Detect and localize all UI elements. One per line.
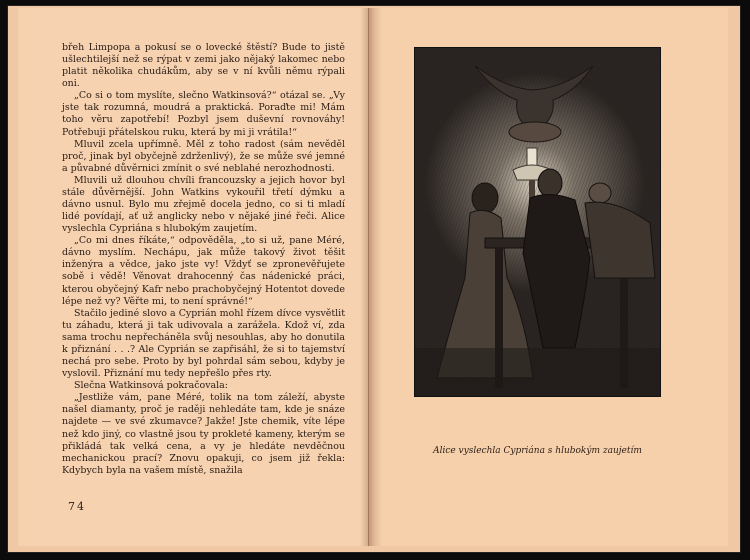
paragraph: „Jestliže vám, pane Méré, tolik na tom záleží, abyste našel diamanty, proč je raději nehledáte tam, kde je snáze najdete — ve své zkumavce? Jakže! Jste chemik, víte lépe než kdo jiný, co vlastně jsou ty prokleté kameny, kterým se přikládá tak velká cena, a vy je hledáte nevděčnou mechanickou prací? Znovu opakuji, co jsem již řekla: Kdybych byla na vašem místě, snažila [62,392,345,476]
paragraph: Stačilo jediné slovo a Cyprián mohl řízem dívce vysvětlit tu záhadu, která ji tak udivovala a zarážela. Kdož ví, zda sama trochu nepřecháněla svůj nesouhlas, aby ho donutila k přiznání . . .? Ale Cyprián se zapřisáhl, že si to tajemství nechá pro sebe. Proto by byl pohrdal sám sebou, kdyby je vyslovil. Přiznání mu tedy nepřešlo přes rty. [62,307,345,380]
paragraph: Slečna Watkinsová pokračovala: [74,380,228,392]
illustration-caption: Alice vyslechla Cypriána s hlubokým zaujetím [433,446,642,456]
paragraph: Mluvili už dlouhou chvíli francouzsky a jejich hovor byl stále důvěrnější. John Watkins vykouřil třetí dýmku a dávno usnul. Bylo mu zřejmě docela jedno, co si ti mladí lidé povídají, ať už anglicky nebo v nějaké jiné řeči. Alice vyslechla Cypriána s hlubokým zaujetím. [62,174,345,235]
left-page-text [62,42,345,477]
paragraph: „Co mi dnes říkáte,“ odpověděla, „to si už, pane Méré, dávno myslím. Nechápu, jak může takový život těšit inženýra a vědce, jako jste vy! Vždyť se zpronevěřujete sobě i vědě! Věnovat drahocenný čas nádenické práci, kterou obyčejný Kafr nebo prachobyčejný Hotentot dovede lépe než vy? Věřte mi, to není správné!“ [62,235,345,307]
paragraph: Mluvil zcela upřímně. Měl z toho radost (sám nevěděl proč, jinak byl obyčejně zdrženlivý), že se může své jemné a půvabné důvěrnici zmínit o své neblahé nerozhodnosti. [62,138,345,174]
engraving-illustration [414,47,661,397]
page-number: 74 [68,500,86,513]
illustration-image [415,48,660,396]
book-gutter [360,8,382,546]
paragraph: „Co si o tom myslíte, slečno Watkinsová?“ otázal se. „Vy jste tak rozumná, moudrá a praktická. Poraďte mi! Mám toho věru zapotřebí! Pozbyl jsem duševní rovnováhy! Potřebuji přátelskou ruku, která by mi ji vrátila!“ [62,90,345,138]
paragraph: břeh Limpopa a pokusí se o lovecké štěstí? Bude to jistě ušlechtilejší než se rýpat v zemi jako nějaký lakomec nebo platit několika chudákům, aby se v ní kvůli němu rýpali oni. [62,42,345,90]
